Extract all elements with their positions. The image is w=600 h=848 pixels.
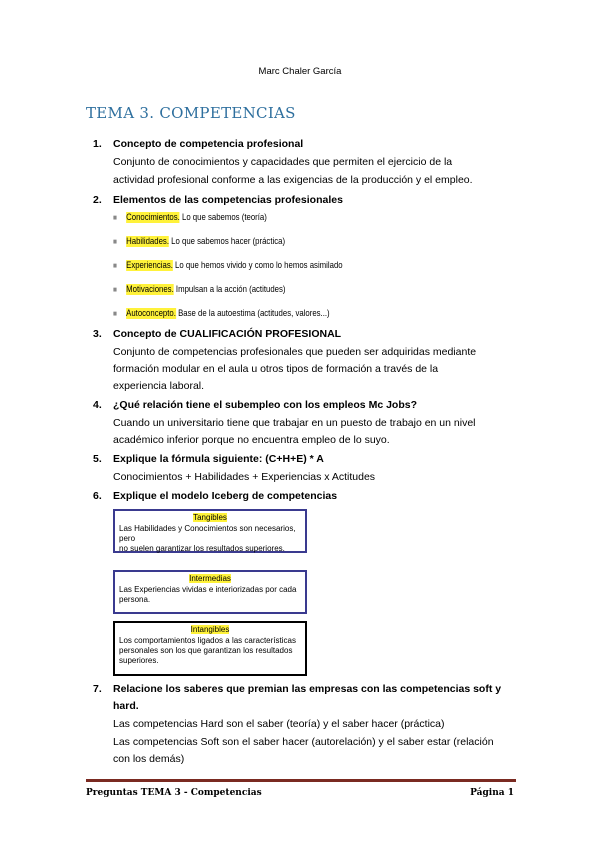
element-bullet [113, 308, 330, 319]
question-3 [93, 328, 341, 340]
iceberg-box-line: Los comportamientos ligados a las características [119, 636, 296, 645]
bullet-icon: ■ [113, 309, 117, 318]
document-author: Marc Chaler García [258, 66, 342, 77]
element-bullet [113, 236, 285, 247]
question-title: Explique el modelo Iceberg de competencias [113, 490, 338, 502]
element-text: Lo que sabemos hacer (práctica) [169, 236, 286, 247]
bullet-icon: ■ [113, 285, 117, 294]
answer-line: Las competencias Soft son el saber hacer (autorelación) y el saber estar (relación [113, 736, 494, 748]
answer-line: Cuando un universitario tiene que trabajar en un puesto de trabajo en un nivel [113, 417, 476, 429]
question-6 [93, 490, 337, 502]
footer-doc-title: Preguntas TEMA 3 - Competencias [86, 788, 262, 798]
bullet-icon: ■ [113, 237, 117, 246]
iceberg-box-line: persona. [119, 595, 151, 604]
question-1 [93, 138, 303, 150]
element-key: Motivaciones. [126, 284, 174, 295]
element-text: Base de la autoestima (actitudes, valores...) [175, 308, 330, 319]
element-bullet [113, 284, 285, 295]
question-title: Explique la fórmula siguiente: (C+H+E) * A [113, 453, 324, 465]
question-2 [93, 194, 343, 206]
element-text: Impulsan a la acción (actitudes) [173, 284, 286, 295]
answer-line: Conocimientos + Habilidades + Experiencias x Actitudes [113, 471, 376, 483]
footer-page-number: Página 1 [470, 788, 514, 798]
question-number: 7. [93, 683, 102, 695]
question-title: Concepto de competencia profesional [113, 138, 304, 150]
element-bullet [113, 260, 343, 271]
answer-line: experiencia laboral. [113, 380, 205, 392]
iceberg-box-heading: Intangibles [190, 625, 230, 634]
question-number: 5. [93, 453, 102, 465]
answer-line: actividad profesional conforme a las exigencias de la producción y el empleo. [113, 174, 473, 186]
answer-line: con los demás) [113, 753, 185, 765]
answer-line: Conjunto de conocimientos y capacidades que permiten el ejercicio de la [113, 156, 453, 168]
iceberg-box-line: Las Habilidades y Conocimientos son necesarios, pero [119, 524, 296, 543]
element-bullet [113, 212, 267, 223]
question-7 [93, 683, 501, 695]
iceberg-box-tangibles [113, 509, 307, 553]
element-text: Lo que hemos vivido y como lo hemos asimilado [172, 260, 343, 271]
question-title: ¿Qué relación tiene el subempleo con los empleos Mc Jobs? [113, 399, 417, 411]
element-text: Lo que sabemos (teoría) [179, 212, 267, 223]
iceberg-box-line: personales son los que garantizan los resultados [119, 646, 293, 655]
question-title: Elementos de las competencias profesionales [113, 194, 343, 206]
question-number: 1. [93, 138, 102, 150]
question-5 [93, 453, 324, 465]
answer-line: Conjunto de competencias profesionales que pueden ser adquiridas mediante [113, 346, 477, 358]
question-number: 3. [93, 328, 102, 340]
question-title: Concepto de CUALIFICACIÓN PROFESIONAL [113, 328, 342, 340]
iceberg-box-heading: Tangibles [193, 513, 227, 522]
question-title: Relacione los saberes que premian las empresas con las competencias soft y [113, 683, 502, 695]
question-4 [93, 399, 417, 411]
answer-line: académico inferior porque no encuentra empleo de lo suyo. [113, 434, 390, 446]
element-key: Autoconcepto. [126, 308, 176, 319]
iceberg-box-heading: Intermedias [189, 574, 231, 583]
answer-line: formación modular en el aula u otros tipos de formación a través de la [113, 363, 439, 375]
iceberg-box-line: no suelen garantizar los resultados superiores. [119, 544, 285, 553]
question-number: 4. [93, 399, 102, 411]
element-key: Experiencias. [126, 260, 173, 271]
footer-rule [86, 779, 516, 782]
iceberg-box-intermedias [113, 570, 307, 614]
element-key: Habilidades. [126, 236, 170, 247]
iceberg-box-line: Las Experiencias vividas e interiorizadas por cada [119, 585, 297, 594]
question-number: 6. [93, 490, 102, 502]
iceberg-box-intangibles [113, 621, 307, 676]
bullet-icon: ■ [113, 213, 117, 222]
bullet-icon: ■ [113, 261, 117, 270]
answer-line: Las competencias Hard son el saber (teoría) y el saber hacer (práctica) [113, 718, 445, 730]
element-key: Conocimientos. [126, 212, 180, 223]
iceberg-box-line: superiores. [119, 656, 159, 665]
document-title: TEMA 3. COMPETENCIAS [86, 104, 296, 122]
question-title-continuation: hard. [113, 700, 139, 712]
question-number: 2. [93, 194, 102, 206]
